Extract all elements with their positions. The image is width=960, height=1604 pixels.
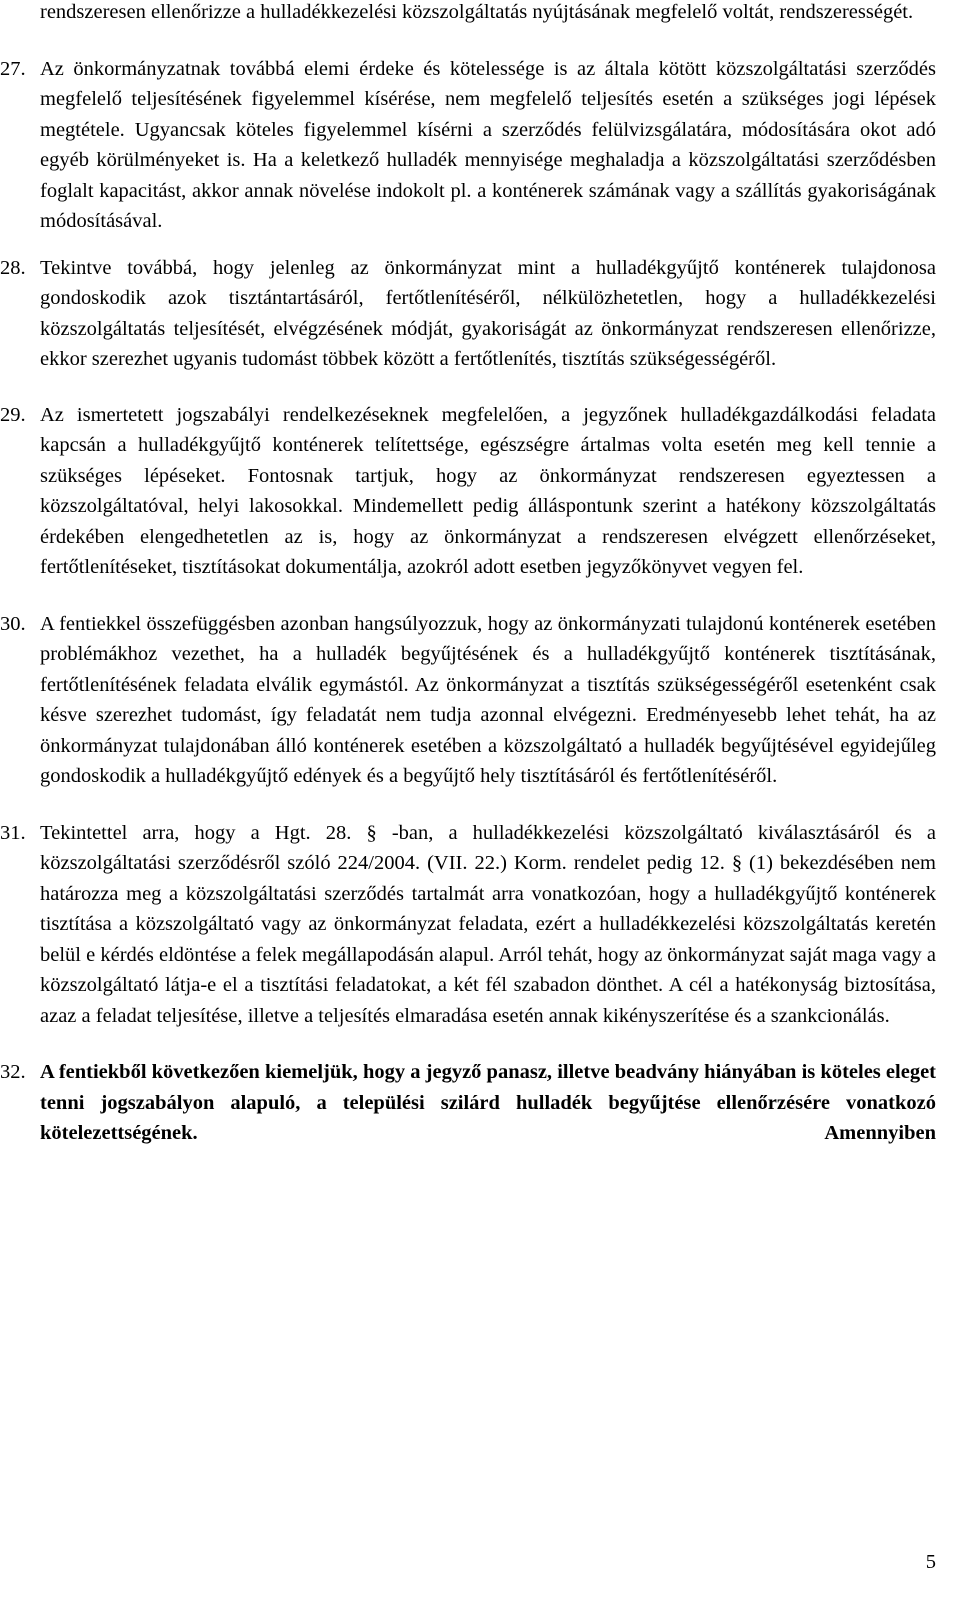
paragraph-number: 29. — [0, 403, 26, 426]
paragraph-29 — [0, 400, 936, 583]
intro-paragraph: rendszeresen ellenőrizze a hulladékkezelési közszolgáltatás nyújtásának megfelelő voltát, rendszerességét. — [40, 1, 914, 23]
paragraph-number: 31. — [0, 821, 26, 844]
paragraph-text: Tekintettel arra, hogy a Hgt. 28. § -ban, a hulladékkezelési közszolgáltató kiválasztásáról és a közszolgáltatási szerződésről szóló 224/2004. (VII. 22.) Korm. rendelet pedig 12. § (1) bekezdésében nem határozza meg a közszolgáltatási szerződés tartalmát arra vonatkozóan, hogy a hulladékgyűjtő konténerek tisztítása a közszolgáltató vagy az önkormányzat feladata, ezért a hulladékkezelési közszolgáltatás keretén belül e kérdés eldöntése a felek megállapodásán alapul. Arról tehát, hogy az önkormányzat saját maga vagy a közszolgáltató látja-e el a tisztítási feladatokat, a két fél szabadon dönthet. A cél a hatékonyság biztosítása, azaz a feladat teljesítése, illetve a teljesítés elmaradása esetén annak kikényszerítése és a szankcionálás. — [40, 821, 936, 1027]
paragraph-text: Az önkormányzatnak továbbá elemi érdeke és kötelessége is az általa kötött közszolgáltatási szerződés megfelelő teljesítésének figyelemmel kísérése, nem megfelelő teljesítés esetén a szükséges jogi lépések megtétele. Ugyancsak köteles figyelemmel kísérni a szerződés felülvizsgálatára, módosítására okot adó egyéb körülményeket is. Ha a keletkező hulladék mennyisége meghaladja a közszolgáltatási szerződésben foglalt kapacitást, akkor annak növelése indokolt pl. a konténerek számának vagy a szállítás gyakoriságának módosításával. — [40, 57, 936, 232]
paragraph-31 — [0, 818, 936, 1032]
paragraph-number: 28. — [0, 256, 26, 279]
paragraph-text: A fentiekkel összefüggésben azonban hangsúlyozzuk, hogy az önkormányzati tulajdonú konténerek esetében problémákhoz vezethet, ha a hulladék begyűjtésének és a hulladékgyűjtő konténerek tisztításának, fertőtlenítésének feladata elválik egymástól. Az önkormányzat a tisztítás szükségességéről esetenként csak késve szerezhet tudomást, így feladatát nem tudja azonnal elvégezni. Eredményesebb lehet tehát, ha az önkormányzat tulajdonában álló konténerek esetében a közszolgáltató a hulladék begyűjtésével egyidejűleg gondoskodik a hulladékgyűjtő edények és a begyűjtő hely tisztításáról és fertőtlenítéséről. — [40, 612, 936, 787]
paragraph-27 — [0, 54, 936, 237]
paragraph-text-bold: A fentiekből következően kiemeljük, hogy a jegyző panasz, illetve beadvány hiányában is köteles eleget tenni jogszabályon alapuló, a települési szilárd hulladék begyűjtése ellenőrzésére vonatkozó kötelezettségének. Amennyiben — [40, 1061, 936, 1144]
page-number: 5 — [925, 1551, 936, 1573]
paragraph-number: 30. — [0, 612, 26, 635]
paragraph-text: Tekintve továbbá, hogy jelenleg az önkormányzat mint a hulladékgyűjtő konténerek tulajdonosa gondoskodik azok tisztántartásáról, fertőtlenítéséről, nélkülözhetetlen, hogy a hulladékkezelési közszolgáltatás teljesítését, elvégzésének módját, gyakoriságát az önkormányzat rendszeresen ellenőrizze, ekkor szerezhet ugyanis tudomást többek között a fertőtlenítés, tisztítás szükségességéről. — [40, 256, 936, 370]
paragraph-number: 27. — [0, 57, 26, 80]
paragraph-30 — [0, 609, 936, 792]
paragraph-text: Az ismertetett jogszabályi rendelkezéseknek megfelelően, a jegyzőnek hulladékgazdálkodási feladata kapcsán a hulladékgyűjtő konténerek telítettsége, egészségre ártalmas volta esetén meg kell tennie a szükséges lépéseket. Fontosnak tartjuk, hogy az önkormányzat rendszeresen egyeztessen a közszolgáltatóval, helyi lakosokkal. Mindemellett pedig álláspontunk szerint a hatékony közszolgáltatás érdekében elengedhetetlen az is, hogy az önkormányzat a rendszeresen elvégzett ellenőrzéseket, fertőtlenítéseket, tisztításokat dokumentálja, azokról adott esetben jegyzőkönyvet vegyen fel. — [40, 403, 936, 578]
paragraph-28 — [0, 253, 936, 375]
paragraph-32 — [0, 1057, 936, 1149]
paragraph-number: 32. — [0, 1061, 26, 1083]
